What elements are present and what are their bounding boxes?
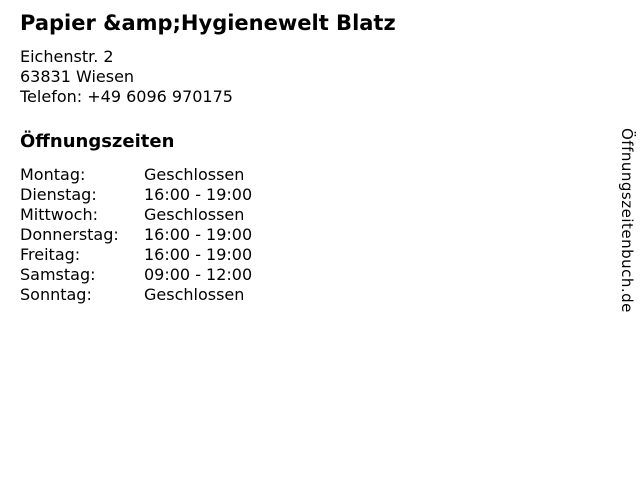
business-name: Papier &amp;Hygienewelt Blatz (20, 11, 396, 35)
day-label: Samstag: (20, 265, 96, 284)
day-hours: Geschlossen (144, 165, 245, 184)
day-hours: Geschlossen (144, 205, 245, 224)
opening-hours-heading: Öffnungszeiten (20, 131, 175, 152)
address-street: Eichenstr. 2 (20, 47, 114, 66)
day-label: Mittwoch: (20, 205, 98, 224)
day-hours: 16:00 - 19:00 (144, 185, 253, 204)
day-label: Dienstag: (20, 185, 97, 204)
day-label: Sonntag: (20, 285, 92, 304)
day-label: Montag: (20, 165, 86, 184)
opening-hours-table (20, 165, 396, 305)
main-content (20, 0, 396, 305)
site-watermark: Öffnungszeitenbuch.de (618, 128, 636, 313)
address-city: 63831 Wiesen (20, 67, 135, 86)
day-hours: 16:00 - 19:00 (144, 225, 253, 244)
day-hours: 16:00 - 19:00 (144, 245, 253, 264)
day-label: Freitag: (20, 245, 81, 264)
phone-line: Telefon: +49 6096 970175 (20, 87, 233, 106)
day-label: Donnerstag: (20, 225, 119, 244)
day-hours: 09:00 - 12:00 (144, 265, 253, 284)
day-hours: Geschlossen (144, 285, 245, 304)
address-block (20, 47, 396, 107)
